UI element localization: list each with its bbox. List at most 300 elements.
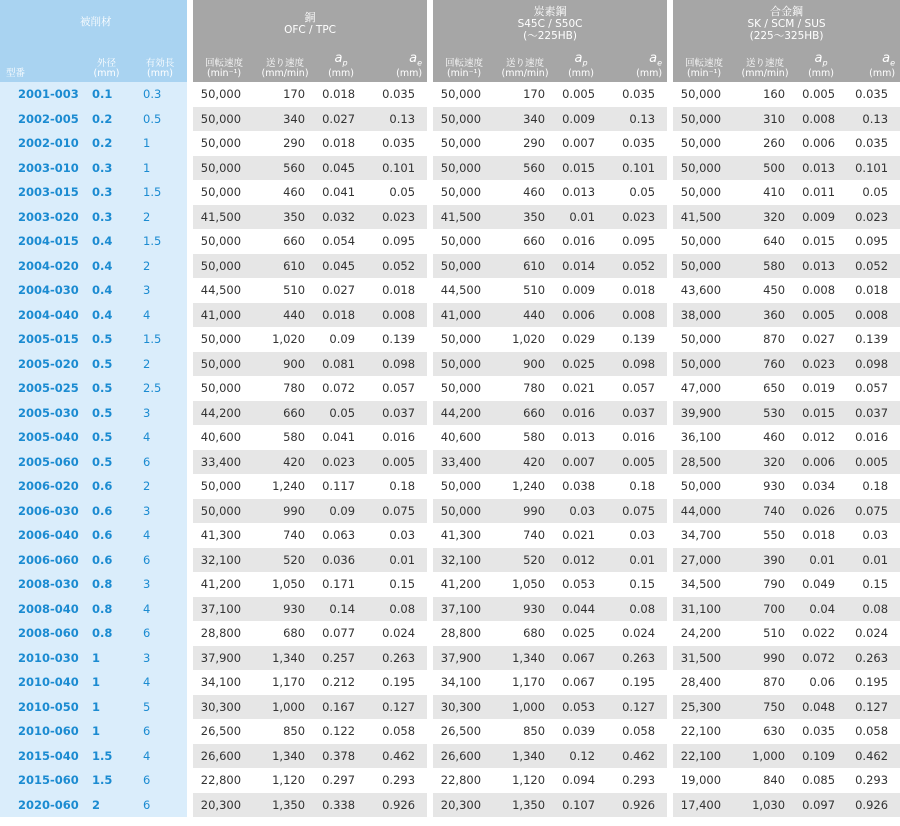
table-row: [0, 180, 900, 205]
copper-rpm-cell: 41,000: [193, 303, 255, 328]
carbon-steel-ap-cell: 0.12: [555, 744, 607, 769]
table-row: [0, 352, 900, 377]
copper-feed-cell: 1,350: [255, 793, 315, 818]
work-material-header: 被削材: [0, 0, 187, 48]
copper-rpm-cell: 50,000: [193, 499, 255, 524]
alloy-steel-feed-cell: 930: [735, 474, 795, 499]
alloy-steel-ap-cell: 0.015: [795, 401, 847, 426]
alloy-steel-feed-cell: 360: [735, 303, 795, 328]
alloy-steel-rpm-cell: 50,000: [673, 352, 735, 377]
carbon-steel-ae-subscript: e: [657, 59, 663, 68]
carbon-steel-feed-cell: 680: [495, 621, 555, 646]
alloy-steel-ae-unit: (mm): [869, 68, 896, 79]
carbon-steel-rpm-cell: 50,000: [433, 254, 495, 279]
carbon-steel-feed-cell: 580: [495, 425, 555, 450]
carbon-steel-ae-cell: 0.057: [607, 376, 667, 401]
carbon-steel-feed-cell: 1,120: [495, 768, 555, 793]
carbon-steel-rpm-cell: 37,900: [433, 646, 495, 671]
copper-ap-cell: 0.122: [315, 719, 367, 744]
model-cell: 2005-020: [0, 352, 80, 377]
carbon-steel-ae-cell: 0.13: [607, 107, 667, 132]
carbon-steel-rpm-cell: 41,300: [433, 523, 495, 548]
copper-ap-cell: 0.081: [315, 352, 367, 377]
alloy-steel-rpm-cell: 44,000: [673, 499, 735, 524]
carbon-steel-feed-cell: 1,340: [495, 646, 555, 671]
alloy-steel-rpm-cell: 47,000: [673, 376, 735, 401]
carbon-steel-ae-cell: 0.035: [607, 82, 667, 107]
alloy-steel-rpm-cell: 38,000: [673, 303, 735, 328]
alloy-steel-ap-cell: 0.048: [795, 695, 847, 720]
carbon-steel-rpm-cell: 32,100: [433, 548, 495, 573]
alloy-steel-ap-cell: 0.035: [795, 719, 847, 744]
copper-ae-cell: 0.195: [367, 670, 427, 695]
model-cell: 2002-005: [0, 107, 80, 132]
copper-rpm-cell: 41,200: [193, 572, 255, 597]
copper-feed-cell: 170: [255, 82, 315, 107]
carbon-steel-rpm-cell: 44,200: [433, 401, 495, 426]
alloy-steel-rpm-cell: 17,400: [673, 793, 735, 818]
copper-feed-cell: 740: [255, 523, 315, 548]
carbon-steel-ap-cell: 0.016: [555, 229, 607, 254]
effective-length-cell: 4: [133, 303, 187, 328]
copper-ae-cell: 0.01: [367, 548, 427, 573]
table-row: [0, 695, 900, 720]
outer-dia-header: [80, 48, 133, 82]
carbon-steel-feed-cell: 350: [495, 205, 555, 230]
copper-ap-unit: (mm): [328, 68, 354, 79]
carbon-steel-ae-cell: 0.023: [607, 205, 667, 230]
table-row: [0, 327, 900, 352]
copper-ap-cell: 0.063: [315, 523, 367, 548]
carbon-steel-rpm-cell: 30,300: [433, 695, 495, 720]
copper-feed-cell: 290: [255, 131, 315, 156]
copper-ap-cell: 0.171: [315, 572, 367, 597]
copper-ae-cell: 0.095: [367, 229, 427, 254]
carbon-steel-rpm-cell: 50,000: [433, 376, 495, 401]
alloy-steel-ap-cell: 0.008: [795, 107, 847, 132]
alloy-steel-ap-cell: 0.013: [795, 156, 847, 181]
copper-ap-cell: 0.027: [315, 107, 367, 132]
carbon-steel-ae-cell: 0.008: [607, 303, 667, 328]
table-row: [0, 523, 900, 548]
alloy-steel-feed-cell: 450: [735, 278, 795, 303]
copper-ae-cell: 0.18: [367, 474, 427, 499]
alloy-steel-rpm-cell: 22,100: [673, 719, 735, 744]
model-cell: 2008-060: [0, 621, 80, 646]
carbon-steel-rpm-cell: 50,000: [433, 180, 495, 205]
copper-rpm-cell: 44,500: [193, 278, 255, 303]
effective-length-cell: 4: [133, 670, 187, 695]
model-cell: 2004-030: [0, 278, 80, 303]
copper-ae-cell: 0.127: [367, 695, 427, 720]
table-row: [0, 744, 900, 769]
alloy-steel-feed-cell: 630: [735, 719, 795, 744]
carbon-steel-rpm-label: 回転速度: [445, 58, 484, 69]
carbon-steel-feed-cell: 1,240: [495, 474, 555, 499]
carbon-steel-ap-cell: 0.025: [555, 352, 607, 377]
outer-dia-cell: 1: [80, 670, 133, 695]
copper-ae-cell: 0.016: [367, 425, 427, 450]
copper-ap-cell: 0.167: [315, 695, 367, 720]
alloy-steel-ap-cell: 0.06: [795, 670, 847, 695]
carbon-steel-ae-cell: 0.035: [607, 131, 667, 156]
outer-dia-cell: 0.1: [80, 82, 133, 107]
carbon-steel-ae-header: [607, 48, 667, 82]
carbon-steel-ap-cell: 0.044: [555, 597, 607, 622]
carbon-steel-feed-cell: 1,170: [495, 670, 555, 695]
carbon-steel-feed-cell: 170: [495, 82, 555, 107]
table-row: [0, 82, 900, 107]
alloy-steel-ae-cell: 0.035: [847, 82, 900, 107]
carbon-steel-rpm-cell: 50,000: [433, 156, 495, 181]
copper-ap-cell: 0.054: [315, 229, 367, 254]
model-cell: 2008-040: [0, 597, 80, 622]
alloy-steel-ap-subscript: p: [822, 59, 828, 68]
copper-rpm-cell: 41,300: [193, 523, 255, 548]
outer-dia-cell: 1.5: [80, 768, 133, 793]
outer-dia-cell: 1: [80, 695, 133, 720]
model-cell: 2006-030: [0, 499, 80, 524]
carbon-steel-ae-cell: 0.462: [607, 744, 667, 769]
outer-dia-cell: 0.3: [80, 205, 133, 230]
copper-feed-cell: 900: [255, 352, 315, 377]
alloy-steel-rpm-label: 回転速度: [685, 58, 724, 69]
carbon-steel-rpm-cell: 20,300: [433, 793, 495, 818]
alloy-steel-rpm-cell: 50,000: [673, 254, 735, 279]
carbon-steel-ap-cell: 0.067: [555, 646, 607, 671]
alloy-steel-ae-cell: 0.15: [847, 572, 900, 597]
alloy-steel-rpm-cell: 31,100: [673, 597, 735, 622]
outer-dia-cell: 0.5: [80, 425, 133, 450]
carbon-steel-ae-cell: 0.095: [607, 229, 667, 254]
copper-ae-cell: 0.057: [367, 376, 427, 401]
carbon-steel-rpm-cell: 50,000: [433, 327, 495, 352]
model-cell: 2002-010: [0, 131, 80, 156]
copper-ae-cell: 0.005: [367, 450, 427, 475]
copper-rpm-cell: 22,800: [193, 768, 255, 793]
alloy-steel-rpm-cell: 28,400: [673, 670, 735, 695]
alloy-steel-feed-cell: 750: [735, 695, 795, 720]
copper-ae-cell: 0.101: [367, 156, 427, 181]
alloy-steel-ap-cell: 0.008: [795, 278, 847, 303]
copper-ae-subscript: e: [417, 59, 423, 68]
effective-length-cell: 1.5: [133, 180, 187, 205]
copper-ae-letter: a: [409, 51, 418, 67]
alloy-steel-ap-cell: 0.013: [795, 254, 847, 279]
effective-length-cell: 6: [133, 548, 187, 573]
alloy-steel-ae-cell: 0.035: [847, 131, 900, 156]
carbon-steel-feed-cell: 850: [495, 719, 555, 744]
alloy-steel-ae-cell: 0.052: [847, 254, 900, 279]
table-row: [0, 548, 900, 573]
carbon-steel-ae-cell: 0.15: [607, 572, 667, 597]
model-cell: 2005-060: [0, 450, 80, 475]
alloy-steel-ae-cell: 0.05: [847, 180, 900, 205]
carbon-steel-ae-cell: 0.01: [607, 548, 667, 573]
copper-ap-cell: 0.05: [315, 401, 367, 426]
alloy-steel-feed-cell: 740: [735, 499, 795, 524]
copper-ap-cell: 0.338: [315, 793, 367, 818]
table-row: [0, 229, 900, 254]
alloy-steel-feed-cell: 320: [735, 450, 795, 475]
carbon-steel-ap-cell: 0.005: [555, 82, 607, 107]
carbon-steel-ap-cell: 0.009: [555, 107, 607, 132]
copper-feed-cell: 1,050: [255, 572, 315, 597]
copper-ap-cell: 0.257: [315, 646, 367, 671]
model-cell: 2005-040: [0, 425, 80, 450]
alloy-steel-rpm-cell: 28,500: [673, 450, 735, 475]
carbon-steel-ae-cell: 0.018: [607, 278, 667, 303]
effective-length-cell: 4: [133, 597, 187, 622]
alloy-steel-feed-cell: 500: [735, 156, 795, 181]
alloy-steel-ae-letter: a: [882, 51, 891, 67]
outer-dia-cell: 1: [80, 646, 133, 671]
model-cell: 2004-040: [0, 303, 80, 328]
copper-rpm-cell: 50,000: [193, 82, 255, 107]
alloy-steel-ae-cell: 0.018: [847, 278, 900, 303]
carbon-steel-ae-cell: 0.293: [607, 768, 667, 793]
copper-rpm-cell: 50,000: [193, 352, 255, 377]
carbon-steel-feed-cell: 460: [495, 180, 555, 205]
copper-feed-label: 送り速度: [266, 58, 305, 69]
outer-dia-cell: 0.5: [80, 352, 133, 377]
alloy-steel-ap-cell: 0.015: [795, 229, 847, 254]
copper-rpm-cell: 41,500: [193, 205, 255, 230]
copper-rpm-cell: 32,100: [193, 548, 255, 573]
alloy-steel-ae-subscript: e: [890, 59, 896, 68]
copper-rpm-cell: 30,300: [193, 695, 255, 720]
effective-length-header: [133, 48, 187, 82]
alloy-steel-feed-cell: 550: [735, 523, 795, 548]
copper-ap-cell: 0.072: [315, 376, 367, 401]
alloy-steel-ae-cell: 0.101: [847, 156, 900, 181]
model-cell: 2004-015: [0, 229, 80, 254]
table-row: [0, 719, 900, 744]
carbon-steel-rpm-cell: 50,000: [433, 82, 495, 107]
model-cell: 2010-050: [0, 695, 80, 720]
outer-dia-cell: 0.4: [80, 278, 133, 303]
model-header: [0, 48, 80, 82]
copper-feed-cell: 510: [255, 278, 315, 303]
group-carbon-line-1: 炭素鋼: [533, 5, 567, 18]
copper-feed-cell: 680: [255, 621, 315, 646]
alloy-steel-feed-cell: 870: [735, 670, 795, 695]
alloy-steel-ae-cell: 0.13: [847, 107, 900, 132]
carbon-steel-feed-cell: 420: [495, 450, 555, 475]
group-header-copper: [193, 0, 427, 48]
model-cell: 2003-020: [0, 205, 80, 230]
alloy-steel-ap-symbol: [795, 53, 847, 69]
alloy-steel-feed-cell: 870: [735, 327, 795, 352]
carbon-steel-feed-cell: 1,020: [495, 327, 555, 352]
copper-feed-cell: 1,340: [255, 744, 315, 769]
alloy-steel-ap-unit: (mm): [808, 68, 834, 79]
carbon-steel-feed-cell: 990: [495, 499, 555, 524]
effective-length-cell: 4: [133, 523, 187, 548]
alloy-steel-ap-cell: 0.023: [795, 352, 847, 377]
effective-length-cell: 1.5: [133, 327, 187, 352]
carbon-steel-ap-subscript: p: [582, 59, 588, 68]
group-carbon-line-2: S45C / S50C: [517, 18, 583, 30]
effective-length-cell: 0.5: [133, 107, 187, 132]
effective-length-cell: 1: [133, 156, 187, 181]
alloy-steel-ap-cell: 0.109: [795, 744, 847, 769]
alloy-steel-feed-cell: 840: [735, 768, 795, 793]
model-cell: 2006-060: [0, 548, 80, 573]
alloy-steel-ae-cell: 0.293: [847, 768, 900, 793]
effective-length-label: 有効長: [145, 58, 175, 69]
copper-ae-cell: 0.15: [367, 572, 427, 597]
carbon-steel-rpm-cell: 33,400: [433, 450, 495, 475]
copper-ap-cell: 0.041: [315, 425, 367, 450]
alloy-steel-ae-cell: 0.016: [847, 425, 900, 450]
table-row: [0, 107, 900, 132]
carbon-steel-ap-cell: 0.053: [555, 695, 607, 720]
copper-rpm-cell: 50,000: [193, 107, 255, 132]
copper-rpm-cell: 50,000: [193, 376, 255, 401]
carbon-steel-ae-cell: 0.127: [607, 695, 667, 720]
carbon-steel-ae-cell: 0.052: [607, 254, 667, 279]
effective-length-cell: 2: [133, 474, 187, 499]
copper-ap-cell: 0.036: [315, 548, 367, 573]
copper-ap-cell: 0.023: [315, 450, 367, 475]
copper-rpm-cell: 50,000: [193, 229, 255, 254]
effective-length-cell: 4: [133, 425, 187, 450]
copper-feed-cell: 1,340: [255, 646, 315, 671]
carbon-steel-ae-cell: 0.005: [607, 450, 667, 475]
carbon-steel-feed-header: [495, 48, 555, 82]
carbon-steel-ap-cell: 0.094: [555, 768, 607, 793]
copper-ae-cell: 0.139: [367, 327, 427, 352]
outer-dia-cell: 0.4: [80, 303, 133, 328]
table-row: [0, 768, 900, 793]
carbon-steel-feed-cell: 900: [495, 352, 555, 377]
copper-rpm-cell: 50,000: [193, 180, 255, 205]
alloy-steel-feed-cell: 790: [735, 572, 795, 597]
alloy-steel-rpm-unit: (min⁻¹): [686, 68, 722, 79]
carbon-steel-ae-cell: 0.195: [607, 670, 667, 695]
alloy-steel-rpm-cell: 50,000: [673, 107, 735, 132]
effective-length-cell: 2: [133, 352, 187, 377]
group-header-carbon-steel: [433, 0, 667, 48]
alloy-steel-feed-cell: 410: [735, 180, 795, 205]
copper-feed-unit: (mm/min): [261, 68, 309, 79]
table-row: [0, 156, 900, 181]
copper-ap-cell: 0.032: [315, 205, 367, 230]
carbon-steel-ae-cell: 0.03: [607, 523, 667, 548]
carbon-steel-ae-cell: 0.08: [607, 597, 667, 622]
alloy-steel-feed-cell: 260: [735, 131, 795, 156]
alloy-steel-ap-cell: 0.012: [795, 425, 847, 450]
group-alloy-line-2: SK / SCM / SUS: [747, 18, 826, 30]
copper-rpm-cell: 26,600: [193, 744, 255, 769]
alloy-steel-rpm-cell: 39,900: [673, 401, 735, 426]
copper-feed-cell: 780: [255, 376, 315, 401]
carbon-steel-feed-cell: 780: [495, 376, 555, 401]
effective-length-cell: 1.5: [133, 229, 187, 254]
carbon-steel-ap-cell: 0.025: [555, 621, 607, 646]
copper-rpm-cell: 44,200: [193, 401, 255, 426]
copper-feed-cell: 560: [255, 156, 315, 181]
copper-rpm-cell: 33,400: [193, 450, 255, 475]
table-row: [0, 401, 900, 426]
table-row: [0, 646, 900, 671]
outer-dia-cell: 1: [80, 719, 133, 744]
alloy-steel-feed-cell: 990: [735, 646, 795, 671]
table-row: [0, 474, 900, 499]
alloy-steel-rpm-cell: 22,100: [673, 744, 735, 769]
copper-ap-cell: 0.297: [315, 768, 367, 793]
copper-feed-cell: 1,120: [255, 768, 315, 793]
alloy-steel-ae-cell: 0.195: [847, 670, 900, 695]
model-cell: 2010-060: [0, 719, 80, 744]
table-row: [0, 597, 900, 622]
carbon-steel-ae-cell: 0.05: [607, 180, 667, 205]
copper-feed-cell: 660: [255, 401, 315, 426]
copper-ae-cell: 0.462: [367, 744, 427, 769]
alloy-steel-ae-cell: 0.024: [847, 621, 900, 646]
alloy-steel-rpm-cell: 19,000: [673, 768, 735, 793]
model-cell: 2006-020: [0, 474, 80, 499]
outer-dia-cell: 0.4: [80, 254, 133, 279]
alloy-steel-rpm-header: [673, 48, 735, 82]
copper-ap-cell: 0.018: [315, 303, 367, 328]
alloy-steel-ae-cell: 0.01: [847, 548, 900, 573]
copper-ae-cell: 0.05: [367, 180, 427, 205]
group-copper-line-1: 銅: [304, 11, 316, 24]
carbon-steel-ap-cell: 0.007: [555, 450, 607, 475]
copper-rpm-cell: 50,000: [193, 156, 255, 181]
copper-ae-cell: 0.075: [367, 499, 427, 524]
alloy-steel-ap-header: [795, 48, 847, 82]
model-cell: 2005-025: [0, 376, 80, 401]
effective-length-cell: 5: [133, 695, 187, 720]
carbon-steel-rpm-cell: 41,000: [433, 303, 495, 328]
effective-length-cell: 6: [133, 621, 187, 646]
alloy-steel-ap-letter: a: [814, 51, 823, 67]
copper-feed-cell: 1,000: [255, 695, 315, 720]
copper-ap-cell: 0.09: [315, 327, 367, 352]
outer-dia-cell: 2: [80, 793, 133, 818]
alloy-steel-rpm-cell: 34,500: [673, 572, 735, 597]
copper-ae-cell: 0.023: [367, 205, 427, 230]
model-cell: 2004-020: [0, 254, 80, 279]
alloy-steel-ae-cell: 0.926: [847, 793, 900, 818]
carbon-steel-ap-cell: 0.013: [555, 180, 607, 205]
copper-feed-cell: 440: [255, 303, 315, 328]
alloy-steel-feed-cell: 530: [735, 401, 795, 426]
alloy-steel-ae-cell: 0.095: [847, 229, 900, 254]
alloy-steel-rpm-cell: 41,500: [673, 205, 735, 230]
copper-rpm-unit: (min⁻¹): [206, 68, 242, 79]
carbon-steel-feed-cell: 560: [495, 156, 555, 181]
group-carbon-line-3: (～225HB): [523, 30, 577, 42]
alloy-steel-feed-cell: 320: [735, 205, 795, 230]
copper-ap-cell: 0.14: [315, 597, 367, 622]
carbon-steel-rpm-cell: 50,000: [433, 229, 495, 254]
outer-dia-cell: 0.6: [80, 523, 133, 548]
alloy-steel-ae-cell: 0.03: [847, 523, 900, 548]
alloy-steel-ap-cell: 0.005: [795, 82, 847, 107]
model-cell: 2010-040: [0, 670, 80, 695]
carbon-steel-ae-cell: 0.098: [607, 352, 667, 377]
alloy-steel-feed-cell: 390: [735, 548, 795, 573]
table-row: [0, 670, 900, 695]
outer-dia-unit: (mm): [93, 68, 120, 79]
outer-dia-cell: 0.3: [80, 180, 133, 205]
copper-rpm-cell: 40,600: [193, 425, 255, 450]
alloy-steel-feed-cell: 1,000: [735, 744, 795, 769]
